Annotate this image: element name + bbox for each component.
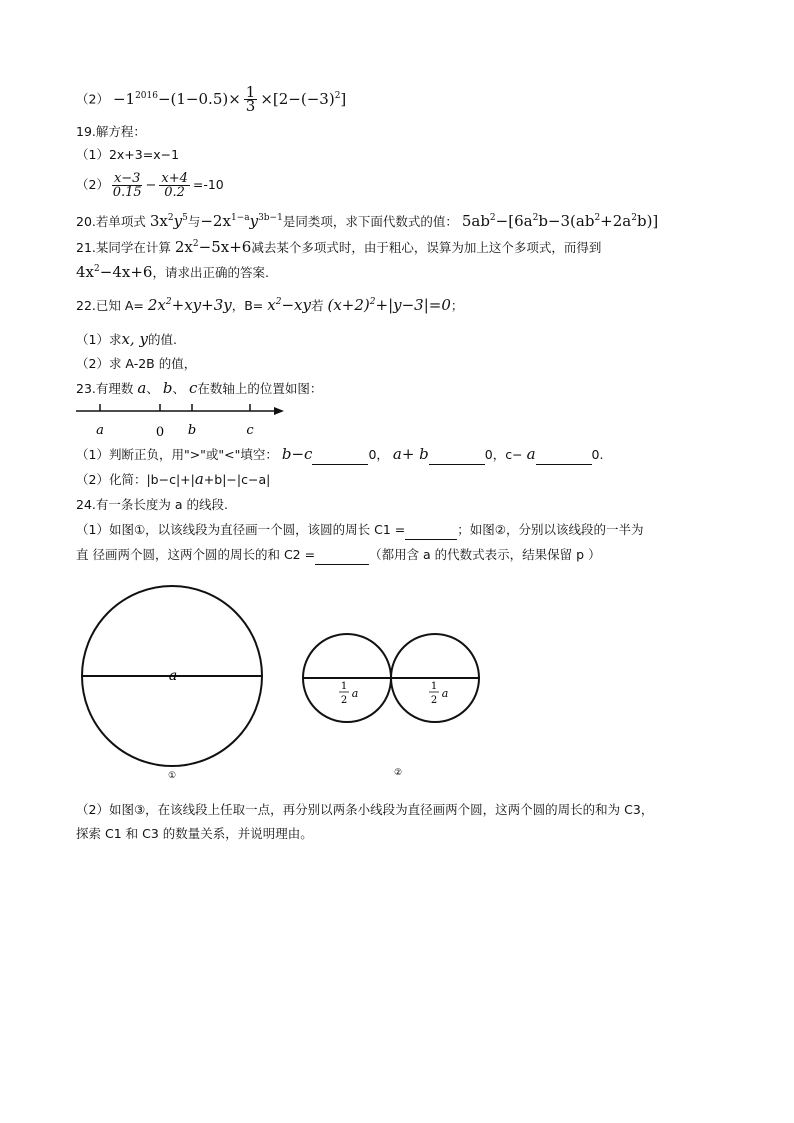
answer-blank-c2[interactable] <box>315 546 369 565</box>
expression-a: $2x^2+xy+3y$ <box>147 296 232 314</box>
polynomial: $4x^2-4x+6$ <box>76 263 153 281</box>
svg-text:1: 1 <box>340 681 348 692</box>
svg-text:a: a <box>351 687 359 700</box>
q24-part1-line2: 直 径画两个圆，这两个圆的周长的和 C2 = （都用含 a 的代数式表示，结果保留 p ） <box>76 546 601 565</box>
expression-b: $x^2-xy$ <box>267 296 311 314</box>
monomial-1: $3x^2y^5$ <box>149 212 188 230</box>
figure1-label: a <box>168 668 178 684</box>
svg-text:1: 1 <box>430 681 438 692</box>
q20: 20.若单项式 $3x^2y^5$与$-2x^{1-a}y^{3b-1}$是同类项，求下面代数式的值： $5ab^2-[6a^2b-3(ab^2+2a^2b)]$ <box>76 212 659 230</box>
q24-title: 24.有一条长度为 a 的线段. <box>76 497 228 512</box>
answer-blank[interactable] <box>536 446 592 465</box>
axis-label-a: a <box>96 423 104 438</box>
q18-expr: $-1^{2016}-(1-0.5)\times$ $\frac{1}{3}$ $\times[2-(-3)^2]$ <box>112 83 347 115</box>
q22-part1: （1）求x, y的值. <box>76 330 177 348</box>
figure2-caption: ② <box>393 768 403 778</box>
polynomial: $2x^2-5x+6$ <box>174 238 252 256</box>
answer-blank-c1[interactable] <box>405 521 457 540</box>
answer-blank[interactable] <box>312 446 368 465</box>
q22-part2: （2）求 A-2B 的值， <box>76 356 197 371</box>
figure1-caption: ① <box>167 771 177 781</box>
q19-title: 19.解方程： <box>76 124 146 139</box>
q21-line2: $4x^2-4x+6$，请求出正确的答案. <box>76 263 269 281</box>
q23-part1: （1）判断正负，用">"或"<"填空： b−c 0， a+ b 0，c− a 0. <box>76 445 604 463</box>
q19-part2: （2） $\frac{x-3}{0.15}$ − $\frac{x+4}{0.2}$ =-10 <box>76 171 224 200</box>
q18-part2-label: （2） <box>76 91 109 107</box>
q24-part1-line1: （1）如图①，以该线段为直径画一个圆，该圆的周长 C1 = ；如图②，分别以该线段的一半为 <box>76 521 643 540</box>
fraction: $\frac{1}{3}$ <box>245 83 256 115</box>
q22: 22.已知 $A= 2x^2+xy+3y$，$B= x^2-xy$若 $(x+2)^2+|y-3|=0$； <box>76 296 464 314</box>
q23-part2: （2）化简：|b−c|+|a+b|−|c−a| <box>76 470 271 488</box>
axis-label-0: 0 <box>155 425 165 440</box>
fraction: $\frac{x-3}{0.15}$ <box>112 171 142 200</box>
svg-text:2: 2 <box>430 695 438 706</box>
axis-label-b: b <box>187 423 197 438</box>
axis-arrow <box>274 407 284 415</box>
axis-label-c: c <box>246 423 254 438</box>
monomial-2: $-2x^{1-a}y^{3b-1}$ <box>200 212 283 230</box>
svg-text:a: a <box>441 687 449 700</box>
q23: 23.有理数 a、 b、 c在数轴上的位置如图： <box>76 379 323 397</box>
figure2-label-right <box>429 681 448 706</box>
answer-blank[interactable] <box>429 446 485 465</box>
q24-part2-line2: 探索 C1 和 C3 的数量关系，并说明理由。 <box>76 826 313 841</box>
fraction: $\frac{x+4}{0.2}$ <box>161 171 188 200</box>
figure2-label-left <box>339 681 358 706</box>
q19-part1: （1）2x+3=x−1 <box>76 147 180 162</box>
q20-expression: $5ab^2-[6a^2b-3(ab^2+2a^2b)]$ <box>461 212 659 230</box>
q24-part2-line1: （2）如图③，在该线段上任取一点，再分别以两条小线段为直径画两个圆，这两个圆的周长的和为 C3， <box>76 802 654 817</box>
condition: $(x+2)^2+|y-3|=0$ <box>327 296 451 314</box>
q19-equation: $\frac{x-3}{0.15}$ − $\frac{x+4}{0.2}$ <box>112 171 188 200</box>
q21-line1: 21.某同学在计算 $2x^2-5x+6$减去某个多项式时，由于粗心，误算为加上这个多项式，而得到 <box>76 238 602 256</box>
svg-text:2: 2 <box>340 695 348 706</box>
